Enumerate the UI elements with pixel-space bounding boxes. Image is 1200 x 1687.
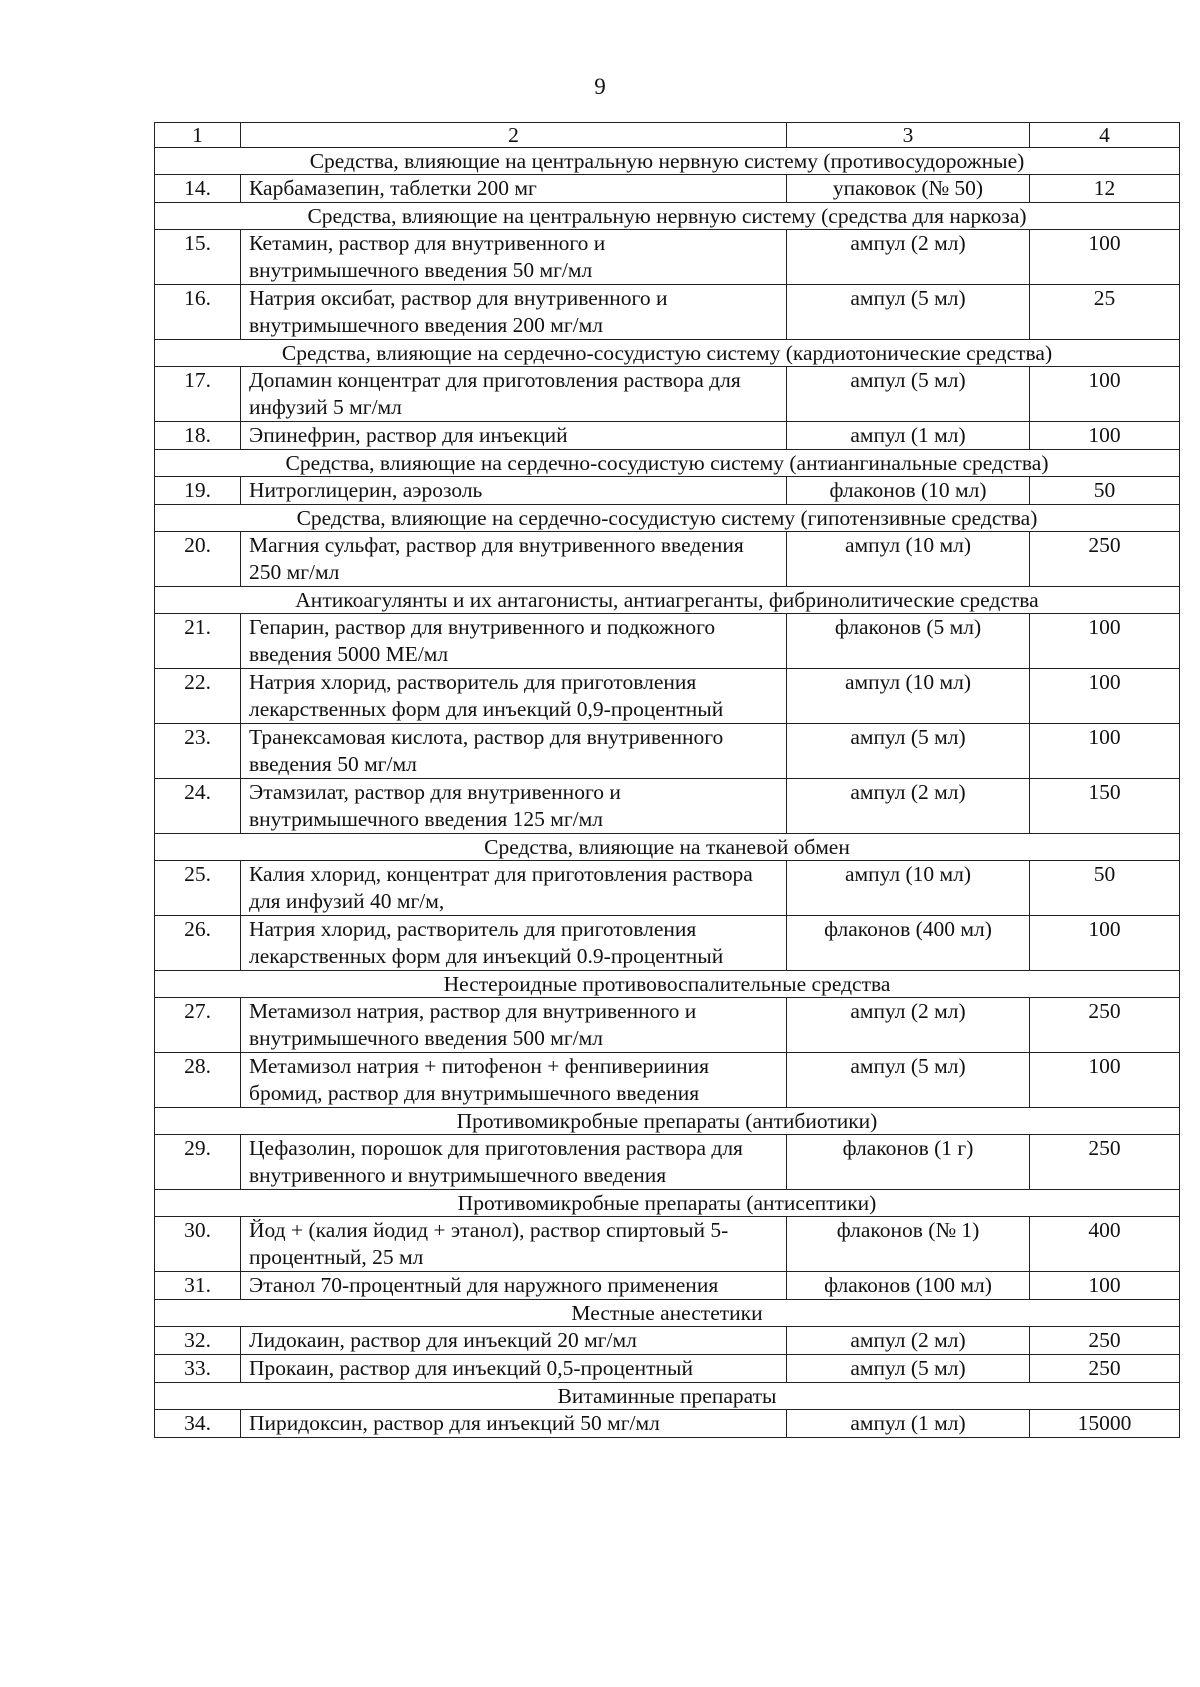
table-body: [155, 123, 1180, 1438]
row-number: 20.: [155, 532, 241, 587]
row-number: 31.: [155, 1272, 241, 1300]
row-number: 25.: [155, 861, 241, 916]
drug-name: Этанол 70-процентный для наружного применения: [241, 1272, 787, 1300]
table-row: [155, 669, 1180, 724]
table-row: [155, 175, 1180, 203]
section-title: Средства, влияющие на сердечно-сосудистую систему (кардиотонические средства): [155, 340, 1180, 367]
quantity: 100: [1030, 230, 1180, 285]
package-unit: флаконов (1 г): [787, 1135, 1030, 1190]
quantity: 100: [1030, 422, 1180, 450]
section-title: Средства, влияющие на сердечно-сосудистую систему (антиангинальные средства): [155, 450, 1180, 477]
section-title: Средства, влияющие на центральную нервную систему (противосудорожные): [155, 148, 1180, 175]
package-unit: ампул (10 мл): [787, 532, 1030, 587]
package-unit: флаконов (10 мл): [787, 477, 1030, 505]
package-unit: флаконов (№ 1): [787, 1217, 1030, 1272]
table-row: [155, 1410, 1180, 1438]
package-unit: ампул (2 мл): [787, 1327, 1030, 1355]
quantity: 250: [1030, 1327, 1180, 1355]
table-row: [155, 1053, 1180, 1108]
table-row: [155, 998, 1180, 1053]
quantity: 100: [1030, 669, 1180, 724]
quantity: 15000: [1030, 1410, 1180, 1438]
drug-name: Транексамовая кислота, раствор для внутривенного введения 50 мг/мл: [241, 724, 787, 779]
quantity: 250: [1030, 998, 1180, 1053]
drug-name: Этамзилат, раствор для внутривенного и внутримышечного введения 125 мг/мл: [241, 779, 787, 834]
section-title: Местные анестетики: [155, 1300, 1180, 1327]
table-row: [155, 1272, 1180, 1300]
section-row: [155, 203, 1180, 230]
quantity: 400: [1030, 1217, 1180, 1272]
quantity: 100: [1030, 1272, 1180, 1300]
quantity: 25: [1030, 285, 1180, 340]
quantity: 250: [1030, 1135, 1180, 1190]
drug-name: Метамизол натрия + питофенон + фенпиверииния бромид, раствор для внутримышечного введения: [241, 1053, 787, 1108]
quantity: 250: [1030, 1355, 1180, 1383]
column-header-4: 4: [1030, 123, 1180, 148]
package-unit: ампул (1 мл): [787, 422, 1030, 450]
page-number: 9: [594, 74, 606, 99]
section-row: [155, 148, 1180, 175]
table-row: [155, 367, 1180, 422]
package-unit: ампул (5 мл): [787, 367, 1030, 422]
row-number: 23.: [155, 724, 241, 779]
drug-name: Нитроглицерин, аэрозоль: [241, 477, 787, 505]
section-title: Средства, влияющие на центральную нервную систему (средства для наркоза): [155, 203, 1180, 230]
package-unit: ампул (5 мл): [787, 724, 1030, 779]
drug-name: Метамизол натрия, раствор для внутривенного и внутримышечного введения 500 мг/мл: [241, 998, 787, 1053]
row-number: 16.: [155, 285, 241, 340]
drug-name: Эпинефрин, раствор для инъекций: [241, 422, 787, 450]
drug-name: Калия хлорид, концентрат для приготовления раствора для инфузий 40 мг/м,: [241, 861, 787, 916]
section-row: [155, 1383, 1180, 1410]
table-row: [155, 422, 1180, 450]
drug-name: Натрия хлорид, растворитель для приготовления лекарственных форм для инъекций 0.9-процентный: [241, 916, 787, 971]
drug-name: Кетамин, раствор для внутривенного и внутримышечного введения 50 мг/мл: [241, 230, 787, 285]
table-row: [155, 1135, 1180, 1190]
table-row: [155, 614, 1180, 669]
quantity: 100: [1030, 367, 1180, 422]
package-unit: ампул (2 мл): [787, 779, 1030, 834]
table-header-row: [155, 123, 1180, 148]
row-number: 22.: [155, 669, 241, 724]
table-row: [155, 1217, 1180, 1272]
quantity: 100: [1030, 916, 1180, 971]
package-unit: флаконов (5 мл): [787, 614, 1030, 669]
medication-table: [154, 122, 1180, 1438]
drug-name: Лидокаин, раствор для инъекций 20 мг/мл: [241, 1327, 787, 1355]
quantity: 50: [1030, 861, 1180, 916]
section-row: [155, 1300, 1180, 1327]
row-number: 17.: [155, 367, 241, 422]
package-unit: флаконов (100 мл): [787, 1272, 1030, 1300]
table-row: [155, 724, 1180, 779]
section-row: [155, 1190, 1180, 1217]
quantity: 100: [1030, 724, 1180, 779]
section-title: Средства, влияющие на тканевой обмен: [155, 834, 1180, 861]
table-row: [155, 1327, 1180, 1355]
row-number: 28.: [155, 1053, 241, 1108]
row-number: 15.: [155, 230, 241, 285]
section-title: Противомикробные препараты (антибиотики): [155, 1108, 1180, 1135]
quantity: 50: [1030, 477, 1180, 505]
drug-name: Цефазолин, порошок для приготовления раствора для внутривенного и внутримышечного введения: [241, 1135, 787, 1190]
section-title: Противомикробные препараты (антисептики): [155, 1190, 1180, 1217]
drug-name: Гепарин, раствор для внутривенного и подкожного введения 5000 МЕ/мл: [241, 614, 787, 669]
package-unit: ампул (5 мл): [787, 1355, 1030, 1383]
quantity: 12: [1030, 175, 1180, 203]
quantity: 250: [1030, 532, 1180, 587]
row-number: 30.: [155, 1217, 241, 1272]
section-row: [155, 1108, 1180, 1135]
table-row: [155, 779, 1180, 834]
package-unit: ампул (2 мл): [787, 230, 1030, 285]
quantity: 100: [1030, 1053, 1180, 1108]
section-row: [155, 834, 1180, 861]
section-title: Средства, влияющие на сердечно-сосудистую систему (гипотензивные средства): [155, 505, 1180, 532]
drug-name: Карбамазепин, таблетки 200 мг: [241, 175, 787, 203]
quantity: 100: [1030, 614, 1180, 669]
column-header-1: 1: [155, 123, 241, 148]
table-row: [155, 285, 1180, 340]
table-row: [155, 1355, 1180, 1383]
row-number: 14.: [155, 175, 241, 203]
drug-name: Допамин концентрат для приготовления раствора для инфузий 5 мг/мл: [241, 367, 787, 422]
drug-name: Йод + (калия йодид + этанол), раствор спиртовый 5-процентный, 25 мл: [241, 1217, 787, 1272]
section-row: [155, 587, 1180, 614]
drug-name: Магния сульфат, раствор для внутривенного введения 250 мг/мл: [241, 532, 787, 587]
section-row: [155, 450, 1180, 477]
row-number: 33.: [155, 1355, 241, 1383]
drug-name: Пиридоксин, раствор для инъекций 50 мг/мл: [241, 1410, 787, 1438]
column-header-2: 2: [241, 123, 787, 148]
package-unit: ампул (2 мл): [787, 998, 1030, 1053]
package-unit: упаковок (№ 50): [787, 175, 1030, 203]
package-unit: ампул (10 мл): [787, 669, 1030, 724]
section-row: [155, 971, 1180, 998]
section-title: Витаминные препараты: [155, 1383, 1180, 1410]
package-unit: ампул (10 мл): [787, 861, 1030, 916]
section-title: Нестероидные противовоспалительные средства: [155, 971, 1180, 998]
drug-name: Натрия оксибат, раствор для внутривенного и внутримышечного введения 200 мг/мл: [241, 285, 787, 340]
section-row: [155, 340, 1180, 367]
package-unit: ампул (1 мл): [787, 1410, 1030, 1438]
row-number: 24.: [155, 779, 241, 834]
row-number: 21.: [155, 614, 241, 669]
quantity: 150: [1030, 779, 1180, 834]
section-title: Антикоагулянты и их антагонисты, антиагреганты, фибринолитические средства: [155, 587, 1180, 614]
table-row: [155, 230, 1180, 285]
row-number: 26.: [155, 916, 241, 971]
drug-name: Натрия хлорид, растворитель для приготовления лекарственных форм для инъекций 0,9-процентный: [241, 669, 787, 724]
row-number: 27.: [155, 998, 241, 1053]
row-number: 19.: [155, 477, 241, 505]
section-row: [155, 505, 1180, 532]
row-number: 18.: [155, 422, 241, 450]
column-header-3: 3: [787, 123, 1030, 148]
package-unit: ампул (5 мл): [787, 1053, 1030, 1108]
table-row: [155, 532, 1180, 587]
table-row: [155, 477, 1180, 505]
row-number: 29.: [155, 1135, 241, 1190]
package-unit: флаконов (400 мл): [787, 916, 1030, 971]
row-number: 34.: [155, 1410, 241, 1438]
row-number: 32.: [155, 1327, 241, 1355]
package-unit: ампул (5 мл): [787, 285, 1030, 340]
drug-name: Прокаин, раствор для инъекций 0,5-процентный: [241, 1355, 787, 1383]
table-row: [155, 916, 1180, 971]
table-row: [155, 861, 1180, 916]
